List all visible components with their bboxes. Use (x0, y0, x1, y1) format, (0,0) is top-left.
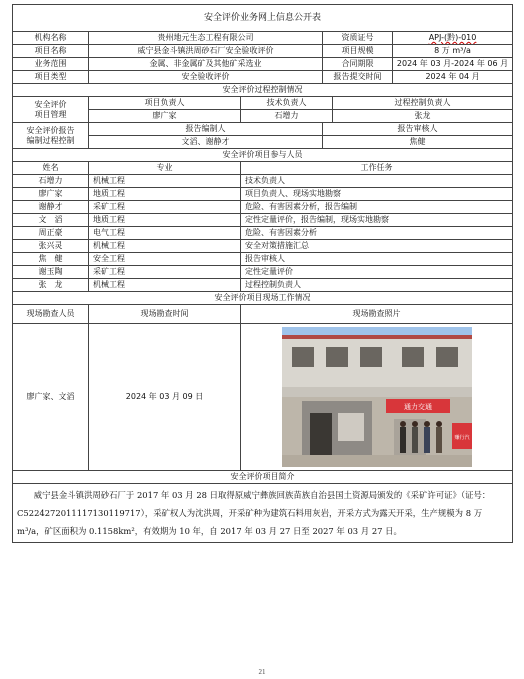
photo-sign-left: 通力交通 (403, 403, 432, 411)
site-section-title: 安全评价项目现场工作情况 (13, 292, 513, 305)
participants-header-major: 专业 (89, 162, 241, 175)
project-name-label: 项目名称 (13, 45, 89, 58)
report-ctrl-label (13, 123, 89, 149)
table-row (13, 266, 513, 279)
participant-task: 危险、有害因素分析 (241, 227, 513, 240)
photo-sign-right: 赚行汽 (454, 435, 470, 441)
reviewer-header: 报告审核人 (323, 123, 513, 136)
table-row (13, 240, 513, 253)
writer-value: 文滔、谢静才 (89, 136, 323, 149)
intro-section-title: 安全评价项目简介 (13, 471, 513, 484)
period-value: 2024 年 03 月-2024 年 06 月 (393, 58, 513, 71)
participant-major: 地质工程 (89, 214, 241, 227)
mgmt-label (13, 97, 89, 123)
participant-name: 张兴灵 (13, 240, 89, 253)
table-row (13, 279, 513, 292)
participant-task: 定性定量评价，报告编制，现场实地勘察 (241, 214, 513, 227)
participant-name: 周正豪 (13, 227, 89, 240)
cert-label: 资质证号 (323, 32, 393, 45)
table-row (13, 227, 513, 240)
intro-paragraph: 威宁县金斗镇洪周砂石厂于 2017 年 03 月 28 日取得原威宁彝族回族苗族自治县国土资源局颁发的《采矿许可证》（证号：C5224272011117130119717），采矿权人为沈洪周，开采矿种为建筑石料用灰岩，开采方式为露天开采，生产规模为 8 万 m³/a，矿区面积为 0.1158km²，有效期为 10 年，自 2017 年 03 月 27 日至 2027 年 03 月 27 日。 (13, 484, 513, 543)
participant-task: 技术负责人 (241, 175, 513, 188)
site-time-value: 2024 年 03 月 09 日 (89, 324, 241, 471)
process-section-title: 安全评价过程控制情况 (13, 84, 513, 97)
participant-task: 定性定量评价 (241, 266, 513, 279)
participant-task: 报告审核人 (241, 253, 513, 266)
participant-task: 过程控制负责人 (241, 279, 513, 292)
org-value: 贵州地元生态工程有限公司 (89, 32, 323, 45)
table-row (13, 253, 513, 266)
table-row (13, 188, 513, 201)
participant-name: 文 滔 (13, 214, 89, 227)
table-row (13, 214, 513, 227)
participant-major: 采矿工程 (89, 266, 241, 279)
site-people-header: 现场勘查人员 (13, 305, 89, 324)
participant-name: 石增力 (13, 175, 89, 188)
mgmt-label-line2: 项目管理 (34, 109, 67, 119)
report-ctrl-line2: 编制过程控制 (26, 135, 75, 145)
page-number: 21 (258, 668, 266, 676)
participant-name: 谢玉陶 (13, 266, 89, 279)
report-time-label: 报告提交时间 (323, 71, 393, 84)
site-photo-header: 现场勘查照片 (241, 305, 513, 324)
pm-header: 项目负责人 (89, 97, 241, 110)
proc-value: 张龙 (333, 110, 513, 123)
participant-major: 机械工程 (89, 279, 241, 292)
type-value: 安全验收评价 (89, 71, 323, 84)
participant-major: 机械工程 (89, 175, 241, 188)
participant-name: 张 龙 (13, 279, 89, 292)
period-label: 合同期限 (323, 58, 393, 71)
participants-section-title: 安全评价项目参与人员 (13, 149, 513, 162)
participant-task: 安全对策措施汇总 (241, 240, 513, 253)
proc-header: 过程控制负责人 (333, 97, 513, 110)
participant-name: 廖广家 (13, 188, 89, 201)
site-photo (282, 327, 472, 467)
scope-value: 金属、非金属矿及其他矿采选业 (89, 58, 323, 71)
participant-task: 危险、有害因素分析，报告编制 (241, 201, 513, 214)
report-time-value: 2024 年 04 月 (393, 71, 513, 84)
site-photo-cell (241, 324, 513, 471)
site-time-header: 现场勘查时间 (89, 305, 241, 324)
site-people-value: 廖广家、文滔 (13, 324, 89, 471)
table-row (13, 175, 513, 188)
type-label: 项目类型 (13, 71, 89, 84)
project-name-value: 威宁县金斗镇洪周砂石厂安全验收评价 (89, 45, 323, 58)
participant-major: 机械工程 (89, 240, 241, 253)
tech-value: 石增力 (241, 110, 333, 123)
participant-major: 电气工程 (89, 227, 241, 240)
participant-major: 采矿工程 (89, 201, 241, 214)
tech-header: 技术负责人 (241, 97, 333, 110)
participant-name: 谢静才 (13, 201, 89, 214)
participants-header-name: 姓名 (13, 162, 89, 175)
participant-major: 安全工程 (89, 253, 241, 266)
scale-label: 项目规模 (323, 45, 393, 58)
disclosure-table (12, 4, 513, 543)
scope-label: 业务范围 (13, 58, 89, 71)
scale-value: 8 万 m³/a (393, 45, 513, 58)
reviewer-value: 焦健 (323, 136, 513, 149)
pm-value: 廖广家 (89, 110, 241, 123)
participant-task: 项目负责人、现场实地勘察 (241, 188, 513, 201)
participant-name: 焦 健 (13, 253, 89, 266)
cert-value: APJ-(黔)-010 (393, 32, 513, 45)
participant-major: 地质工程 (89, 188, 241, 201)
mgmt-label-line1: 安全评价 (34, 99, 67, 109)
report-ctrl-line1: 安全评价报告 (26, 125, 75, 135)
writer-header: 报告编制人 (89, 123, 323, 136)
table-row (13, 201, 513, 214)
participants-header-task: 工作任务 (241, 162, 513, 175)
org-label: 机构名称 (13, 32, 89, 45)
page-title: 安全评价业务网上信息公开表 (13, 5, 513, 32)
